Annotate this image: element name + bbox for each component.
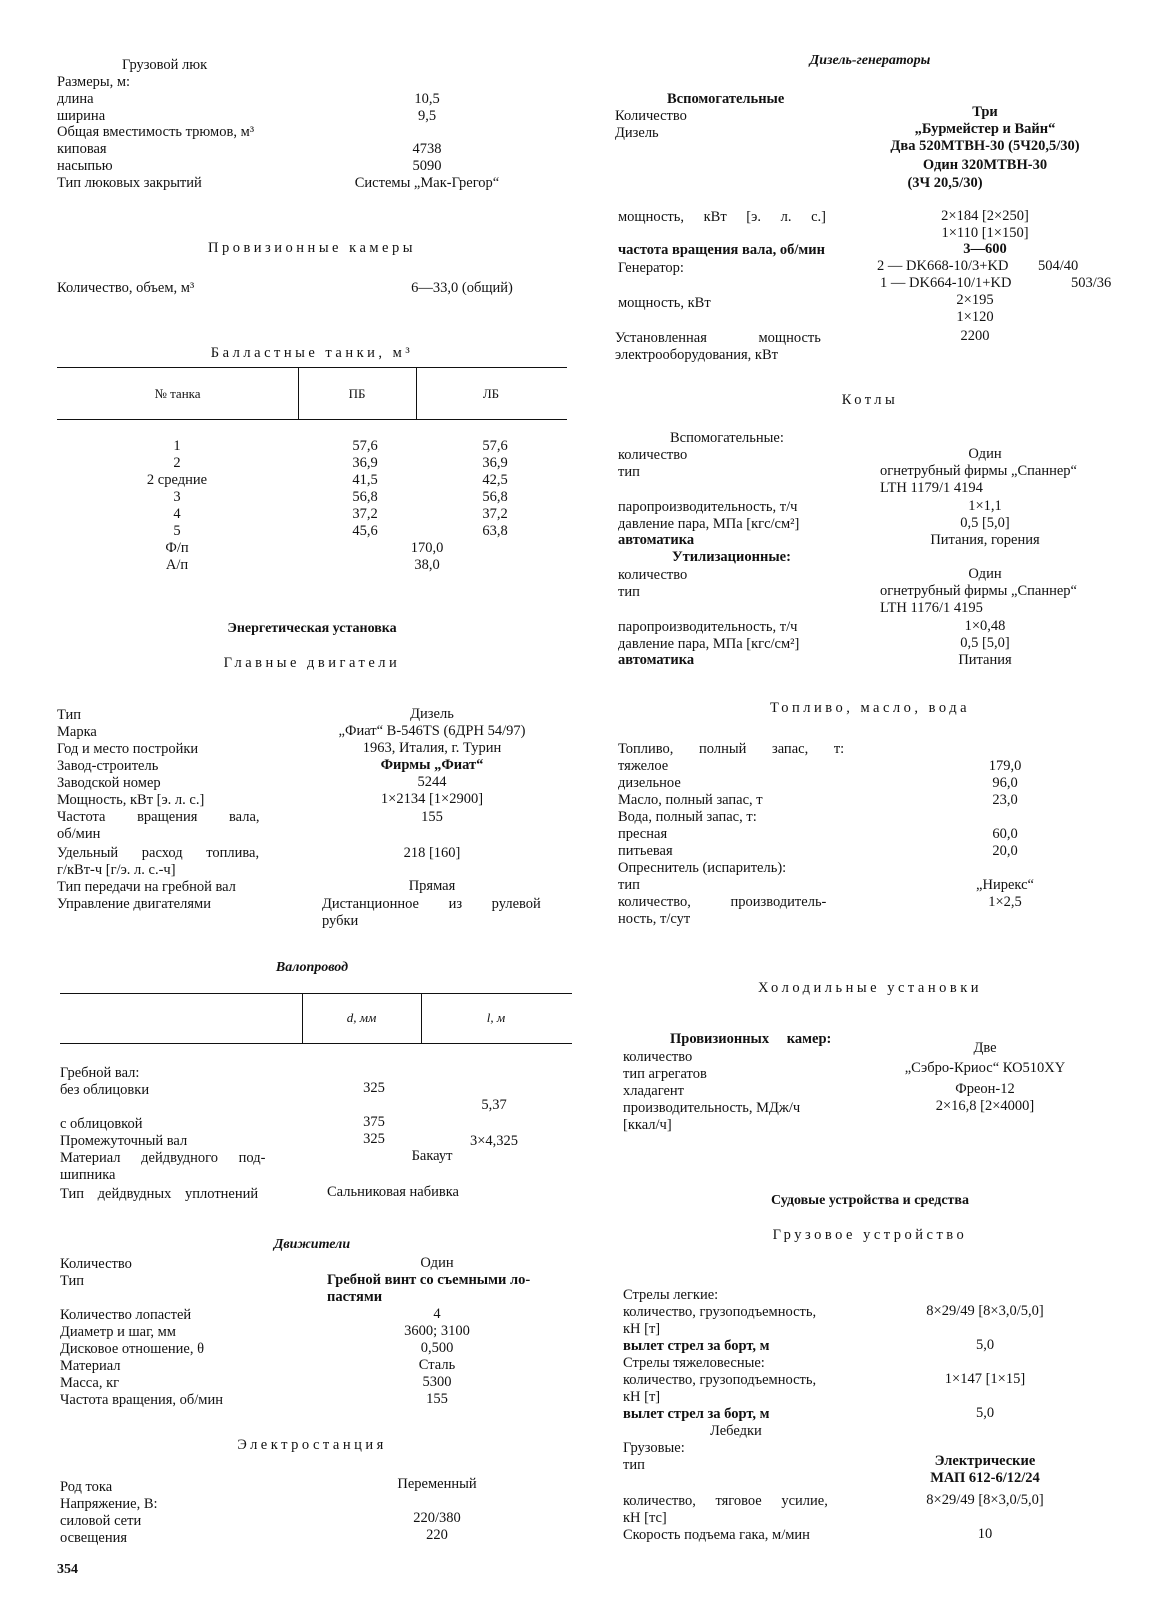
row-value: 96,0 [992, 775, 1018, 791]
power-plant-title: Энергетическая установка [227, 621, 397, 636]
shafting-title: Валопровод [275, 960, 349, 975]
shafting-header: l, м [486, 1010, 506, 1025]
table-row: А/п [165, 557, 189, 573]
row-value: 4 [433, 1306, 441, 1322]
row-label: об/мин [57, 826, 101, 842]
row-value: LTH 1176/1 4195 [880, 600, 983, 616]
row-value: 1×2134 [1×2900] [380, 791, 484, 807]
row-label: Тип [57, 707, 82, 723]
row-value: 8×29/49 [8×3,0/5,0] [926, 1492, 1044, 1508]
row-value: 179,0 [988, 758, 1022, 774]
row-value: 218 [160] [403, 845, 461, 861]
row-label: питьевая [618, 843, 673, 859]
row-label: хладагент [623, 1083, 685, 1099]
row-value: огнетрубный фирмы „Спаннер“ [880, 583, 1077, 599]
row-label: Тип люковых закрытий [57, 175, 202, 191]
row-value: 1×120 [956, 309, 994, 325]
row-label: количество [618, 567, 688, 583]
row-value: рубки [322, 913, 359, 929]
row-value: 1×110 [1×150] [941, 225, 1029, 241]
row-label: Топливо, полный запас, т: [618, 741, 845, 757]
table-cell: 63,8 [482, 523, 508, 539]
row-value: Два 520MTBH-30 (5Ч20,5/30) [890, 138, 1080, 154]
ballast-title: Балластные танки, м³ [210, 345, 414, 361]
row-label: Род тока [60, 1479, 113, 1495]
row-label: ность, т/сут [618, 911, 691, 927]
table-cell: 37,2 [352, 506, 378, 522]
row-value: 1963, Италия, г. Турин [362, 740, 502, 756]
row-label: вылет стрел за борт, м [623, 1338, 770, 1354]
row-label: освещения [60, 1530, 128, 1546]
cargo-hatch-title: Грузовой люк [122, 57, 208, 73]
row-value: Питания [958, 652, 1012, 668]
row-value: Прямая [408, 878, 456, 894]
row-label: Установленная мощность [615, 330, 821, 346]
row-value: Системы „Мак-Грегор“ [354, 175, 500, 191]
row-label: длина [57, 91, 94, 107]
row-value: 2×195 [956, 292, 994, 308]
row-label: Управление двигателями [57, 896, 211, 912]
row-value: 5300 [422, 1374, 452, 1390]
row-value: Фреон-12 [955, 1081, 1015, 1097]
table-cell: 5,37 [481, 1097, 507, 1113]
row-value: 10 [977, 1526, 993, 1542]
provision-label: Количество, объем, м³ [57, 280, 195, 296]
cargo-gear-title: Грузовое устройство [772, 1227, 968, 1243]
shafting-header: d, мм [346, 1010, 377, 1025]
row-label: Материал дейдвудного под- [60, 1150, 266, 1166]
row-value: 8×29/49 [8×3,0/5,0] [926, 1303, 1044, 1319]
row-value: Электрические [934, 1453, 1036, 1469]
row-label: Год и место постройки [57, 741, 199, 757]
row-label: силовой сети [60, 1513, 142, 1529]
row-label: паропроизводительность, т/ч [618, 619, 798, 635]
row-label: тип агрегатов [623, 1066, 707, 1082]
row-value: „Бурмейстер и Вайн“ [914, 121, 1056, 137]
row-label: тип [618, 464, 640, 480]
row-label: Диаметр и шаг, мм [60, 1324, 176, 1340]
row-label: Дисковое отношение, θ [60, 1341, 205, 1357]
table-rule [60, 993, 572, 994]
table-cell: 375 [363, 1114, 385, 1130]
row-value: Питания, горения [930, 532, 1040, 548]
row-label: Заводской номер [57, 775, 161, 791]
row-value: 1 — DK664-10/1+KD [880, 275, 1012, 291]
row-value: 10,5 [414, 91, 440, 107]
row-label: пресная [618, 826, 668, 842]
refrigeration-sub-title: Провизионных камер: [670, 1031, 832, 1047]
row-value: 3—600 [963, 241, 1007, 257]
row-label: Масса, кг [60, 1375, 120, 1391]
row-label: Тип дейдвудных уплотнений [60, 1186, 259, 1202]
row-label: Генератор: [618, 260, 684, 276]
row-value: 1×0,48 [964, 618, 1006, 634]
table-cell: 37,2 [482, 506, 508, 522]
row-value: 1×2,5 [988, 894, 1022, 910]
row-label: количество [618, 447, 688, 463]
table-row: Ф/п [165, 540, 189, 556]
row-label: мощность, кВт [618, 295, 711, 311]
row-label: количество, производитель- [618, 894, 827, 910]
row-value: 1×147 [1×15] [944, 1371, 1026, 1387]
row-value: Один [968, 566, 1002, 582]
row-label: Количество [60, 1256, 132, 1272]
row-label: Частота вращения, об/мин [60, 1392, 223, 1408]
row-label: Промежуточный вал [60, 1133, 188, 1149]
table-cell: 45,6 [352, 523, 378, 539]
row-value: Дизель [410, 706, 454, 722]
table-cell: 57,6 [482, 438, 508, 454]
table-cell: 41,5 [352, 472, 378, 488]
row-label: тип [623, 1457, 645, 1473]
table-cell: Сальниковая набивка [327, 1184, 459, 1200]
row-value: МАП 612-6/12/24 [930, 1470, 1040, 1486]
row-value: 0,500 [420, 1340, 454, 1356]
row-label: Тип [60, 1273, 85, 1289]
row-label: г/кВт-ч [г/э. л. с.-ч] [57, 862, 176, 878]
row-label: Опреснитель (испаритель): [618, 860, 787, 876]
row-value: 5,0 [975, 1405, 995, 1421]
row-value: 5090 [412, 158, 442, 174]
table-row: 4 [173, 506, 181, 522]
row-label: количество, грузоподъемность, [623, 1304, 817, 1320]
table-rule [60, 1043, 572, 1044]
row-label: ширина [57, 108, 106, 124]
row-value: Дистанционное из рулевой [322, 896, 541, 912]
row-value: 9,5 [417, 108, 437, 124]
boiler-sub-title: Вспомогательные: [670, 430, 784, 446]
boiler-sub-title: Утилизационные: [672, 549, 791, 565]
row-label: давление пара, МПа [кгс/см²] [618, 516, 800, 532]
row-label: электрооборудования, кВт [615, 347, 778, 363]
table-cell: 170,0 [410, 540, 444, 556]
table-row: 5 [173, 523, 181, 539]
row-label: количество [623, 1049, 693, 1065]
boilers-title: Котлы [841, 392, 899, 408]
row-label: Удельный расход топлива, [57, 845, 260, 861]
row-label: Завод-строитель [57, 758, 159, 774]
row-value: огнетрубный фирмы „Спаннер“ [880, 463, 1077, 479]
winches-title: Лебедки [710, 1423, 762, 1439]
row-label: кН [т] [623, 1389, 661, 1405]
table-cell: 325 [363, 1131, 385, 1147]
row-value: 20,0 [992, 843, 1018, 859]
table-cell: 38,0 [414, 557, 440, 573]
row-label: автоматика [618, 532, 695, 548]
refrigeration-title: Холодильные установки [757, 980, 983, 996]
fuel-title: Топливо, масло, вода [769, 700, 971, 716]
row-label: Стрелы тяжеловесные: [623, 1355, 765, 1371]
row-label: Дизель [615, 125, 659, 141]
row-label: Марка [57, 724, 97, 740]
ballast-header: ЛБ [482, 386, 500, 401]
row-value: 2200 [960, 328, 990, 344]
table-cell: 36,9 [352, 455, 378, 471]
row-value: 5244 [417, 774, 447, 790]
row-value: (3Ч 20,5/30) [907, 175, 983, 191]
row-value: Сталь [418, 1357, 456, 1373]
table-row: 3 [173, 489, 181, 505]
row-value: LTH 1179/1 4194 [880, 480, 983, 496]
row-label: Грузовые: [623, 1440, 685, 1456]
row-label: Тип передачи на гребной вал [57, 879, 236, 895]
diesel-generators-title: Дизель-генераторы [809, 53, 931, 68]
row-value: Фирмы „Фиат“ [380, 757, 484, 773]
row-label: Частота вращения вала, [57, 809, 260, 825]
row-value: 60,0 [992, 826, 1018, 842]
row-label: тип [618, 877, 640, 893]
row-value: Две [973, 1040, 997, 1056]
row-label: Масло, полный запас, т [618, 792, 763, 808]
row-label: частота вращения вала, об/мин [618, 242, 825, 258]
row-label: Мощность, кВт [э. л. с.] [57, 792, 205, 808]
row-label: Гребной вал: [60, 1065, 140, 1081]
row-value: „Нирекс“ [976, 877, 1034, 893]
row-label: вылет стрел за борт, м [623, 1406, 770, 1422]
page-number: 354 [57, 1562, 78, 1577]
row-label: Скорость подъема гака, м/мин [623, 1527, 810, 1543]
row-label: [ккал/ч] [623, 1117, 672, 1133]
row-label: количество, тяговое усилие, [623, 1493, 828, 1509]
row-label: количество, грузоподъемность, [623, 1372, 817, 1388]
diesel-sub-title: Вспомогательные [667, 91, 785, 107]
row-label: тип [618, 584, 640, 600]
table-row: 2 [173, 455, 181, 471]
row-value: 2 — DK668-10/3+KD [877, 258, 1009, 274]
row-value: 220 [426, 1527, 448, 1543]
row-label: кН [тс] [623, 1510, 667, 1526]
row-value: 1×1,1 [968, 498, 1002, 514]
row-label: киповая [57, 141, 107, 157]
row-label: без облицовки [60, 1082, 150, 1098]
row-label: давление пара, МПа [кгс/см²] [618, 636, 800, 652]
table-row: 1 [173, 438, 181, 454]
table-cell: Бакаут [411, 1148, 453, 1164]
table-rule [57, 419, 567, 420]
row-value: Гребной винт со съемными ло- [327, 1272, 531, 1288]
row-value: 0,5 [5,0] [960, 515, 1010, 531]
table-cell: 56,8 [482, 489, 508, 505]
row-label: Материал [60, 1358, 121, 1374]
row-value: Один [420, 1255, 454, 1271]
row-value: 2×16,8 [2×4000] [935, 1098, 1035, 1114]
row-label: мощность, кВт [э. л. с.] [618, 209, 826, 225]
row-label: производительность, МДж/ч [623, 1100, 801, 1116]
row-value: „Сэбро-Криос“ КО510XY [904, 1060, 1066, 1076]
ballast-header: № танка [154, 386, 201, 401]
row-label: кН [т] [623, 1321, 661, 1337]
row-value: 3600; 3100 [404, 1323, 470, 1339]
row-value: „Фиат“ В-546TS (6ДРН 54/97) [338, 723, 526, 739]
table-cell: 42,5 [482, 472, 508, 488]
power-station-title: Электростанция [237, 1437, 387, 1453]
row-value: 5,0 [975, 1337, 995, 1353]
row-value: Один 320MTBH-30 [922, 157, 1048, 173]
row-label: паропроизводительность, т/ч [618, 499, 798, 515]
provision-title: Провизионные камеры [207, 240, 416, 256]
propellers-title: Движители [273, 1237, 351, 1252]
row-value: 155 [421, 809, 443, 825]
row-value: 155 [426, 1391, 448, 1407]
row-value: пастями [327, 1289, 383, 1305]
row-label: Количество [615, 108, 687, 124]
row-label: автоматика [618, 652, 695, 668]
row-value: 503/36 [1071, 275, 1112, 291]
table-cell: 3×4,325 [469, 1133, 519, 1149]
row-value: 4738 [412, 141, 442, 157]
row-label: насыпью [57, 158, 113, 174]
row-value: 504/40 [1038, 258, 1079, 274]
table-cell: 36,9 [482, 455, 508, 471]
row-label: тяжелое [618, 758, 669, 774]
row-value: 220/380 [413, 1510, 461, 1526]
row-label: Вода, полный запас, т: [618, 809, 757, 825]
table-rule [57, 367, 567, 368]
row-label: Стрелы легкие: [623, 1287, 719, 1303]
row-value: Три [972, 104, 998, 120]
row-label: Напряжение, В: [60, 1496, 158, 1512]
row-value: 23,0 [992, 792, 1018, 808]
provision-value: 6—33,0 (общий) [411, 280, 513, 296]
row-label: Общая вместимость трюмов, м³ [57, 124, 255, 140]
main-engines-title: Главные двигатели [223, 655, 401, 671]
table-cell: 56,8 [352, 489, 378, 505]
row-value: Переменный [397, 1476, 477, 1492]
row-value: 0,5 [5,0] [960, 635, 1010, 651]
row-value: 2×184 [2×250] [941, 208, 1029, 224]
ballast-header: ПБ [348, 386, 366, 401]
row-label: Количество лопастей [60, 1307, 192, 1323]
table-row: 2 средние [146, 472, 208, 488]
row-label: дизельное [618, 775, 681, 791]
row-label: с облицовкой [60, 1116, 143, 1132]
ship-devices-title: Судовые устройства и средства [771, 1193, 969, 1208]
table-cell: 57,6 [352, 438, 378, 454]
row-label: шипника [60, 1167, 116, 1183]
table-cell: 325 [363, 1080, 385, 1096]
row-label: Размеры, м: [57, 74, 131, 90]
row-value: Один [968, 446, 1002, 462]
